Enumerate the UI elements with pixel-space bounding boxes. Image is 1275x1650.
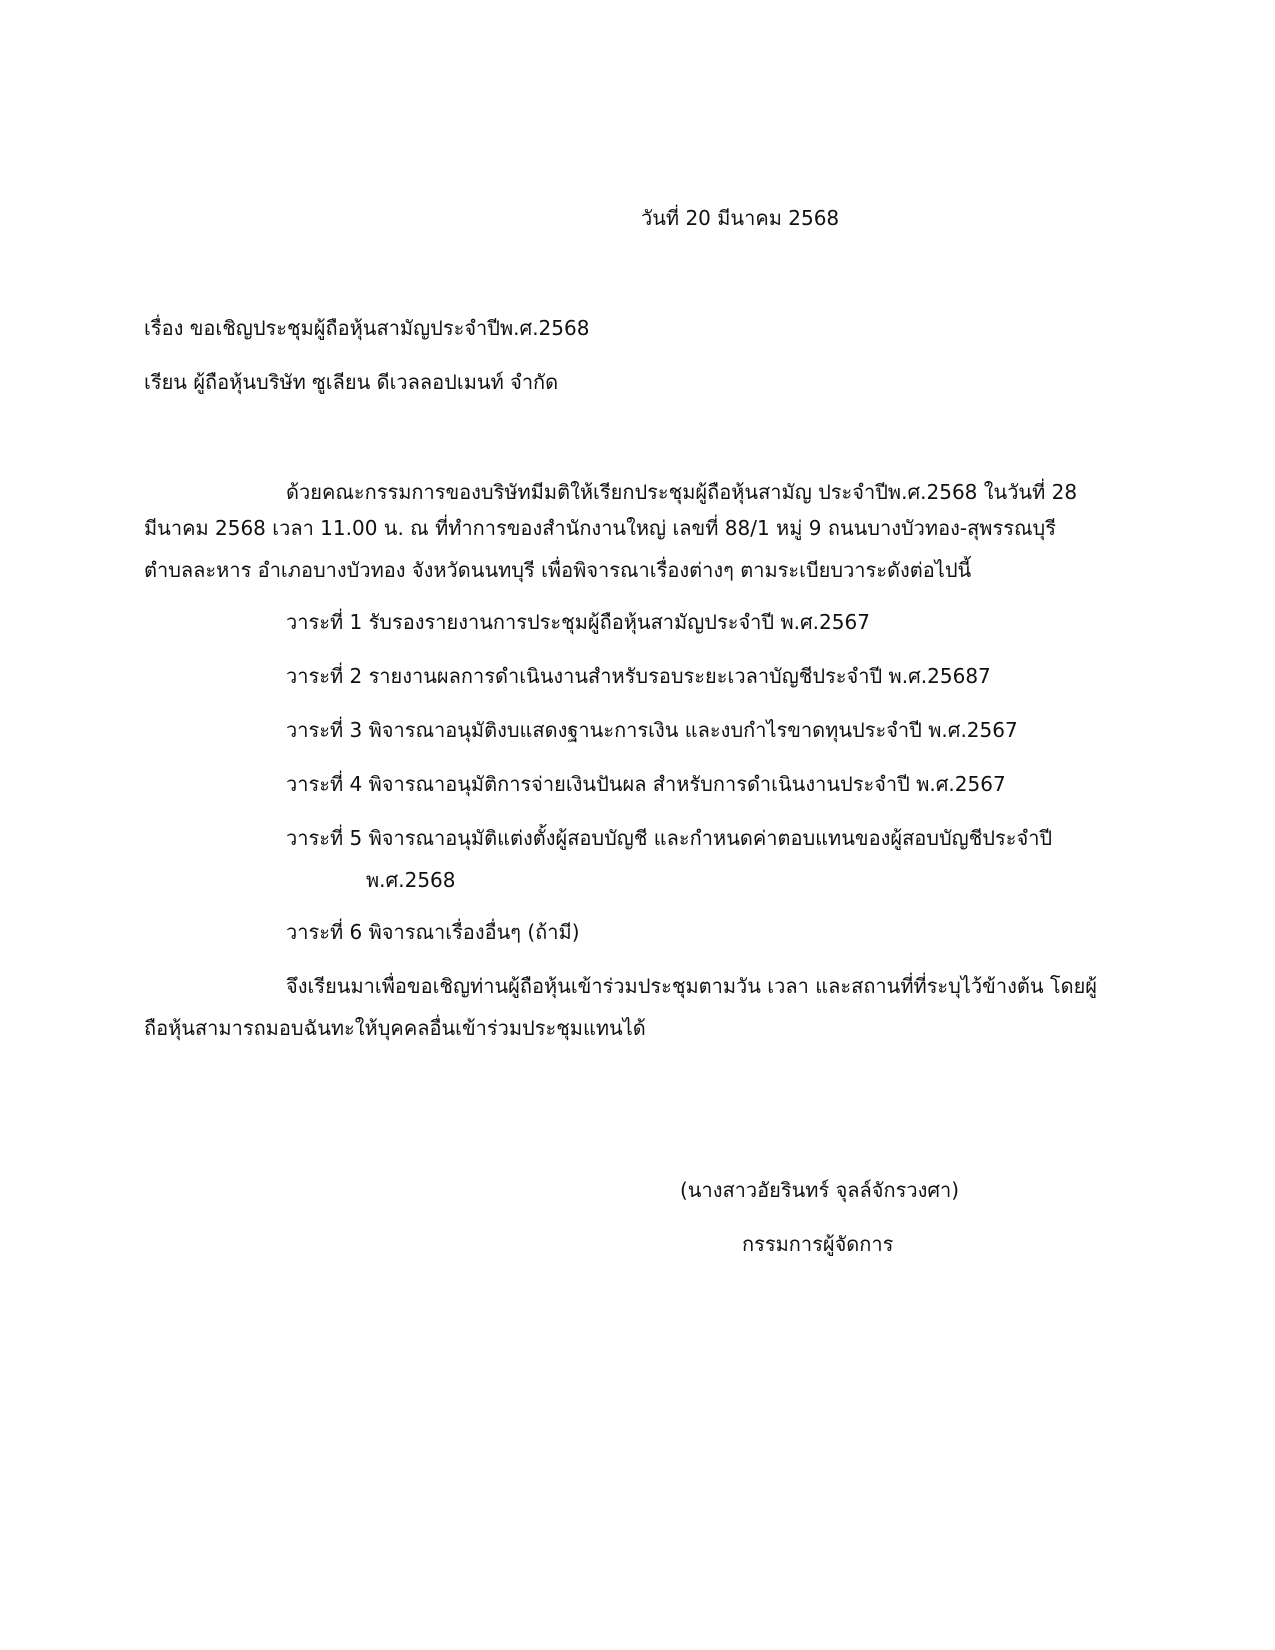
intro-line-3: ตำบลละหาร อำเภอบางบัวทอง จังหวัดนนทบุรี เพื่อพิจารณาเรื่องต่างๆ ตามระเบียบวาระดังต่อไปนี้ [144,558,972,582]
letter-subject: เรื่อง ขอเชิญประชุมผู้ถือหุ้นสามัญประจำปีพ.ศ.2568 [144,316,590,340]
signatory-title: กรรมการผู้จัดการ [742,1232,894,1256]
agenda-item-6: วาระที่ 6 พิจารณาเรื่องอื่นๆ (ถ้ามี) [286,920,580,944]
letter-addressee: เรียน ผู้ถือหุ้นบริษัท ซูเลียน ดีเวลลอปเมนท์ จำกัด [144,370,559,394]
closing-line-2: ถือหุ้นสามารถมอบฉันทะให้บุคคลอื่นเข้าร่วมประชุมแทนได้ [144,1016,646,1040]
agenda-item-4: วาระที่ 4 พิจารณาอนุมัติการจ่ายเงินปันผล สำหรับการดำเนินงานประจำปี พ.ศ.2567 [286,772,1006,796]
agenda-item-2: วาระที่ 2 รายงานผลการดำเนินงานสำหรับรอบระยะเวลาบัญชีประจำปี พ.ศ.25687 [286,664,991,688]
letter-date: วันที่ 20 มีนาคม 2568 [641,206,840,230]
signatory-name: (นางสาวอัยรินทร์ จุลล์จักรวงศา) [680,1178,960,1202]
agenda-item-5: วาระที่ 5 พิจารณาอนุมัติแต่งตั้งผู้สอบบัญชี และกำหนดค่าตอบแทนของผู้สอบบัญชีประจำปี [286,826,1053,850]
closing-line-1: จึงเรียนมาเพื่อขอเชิญท่านผู้ถือหุ้นเข้าร่วมประชุมตามวัน เวลา และสถานที่ที่ระบุไว้ข้างต้น โดยผู้ [286,974,1098,998]
agenda-item-3: วาระที่ 3 พิจารณาอนุมัติงบแสดงฐานะการเงิน และงบกำไรขาดทุนประจำปี พ.ศ.2567 [286,718,1018,742]
agenda-item-1: วาระที่ 1 รับรองรายงานการประชุมผู้ถือหุ้นสามัญประจำปี พ.ศ.2567 [286,610,870,634]
intro-line-2: มีนาคม 2568 เวลา 11.00 น. ณ ที่ทำการของสำนักงานใหญ่ เลขที่ 88/1 หมู่ 9 ถนนบางบัวทอง-สุพรรณบุรี [144,516,1056,540]
intro-line-1: ด้วยคณะกรรมการของบริษัทมีมติให้เรียกประชุมผู้ถือหุ้นสามัญ ประจำปีพ.ศ.2568 ในวันที่ 28 [286,480,1078,504]
agenda-item-5-continuation: พ.ศ.2568 [366,868,456,892]
